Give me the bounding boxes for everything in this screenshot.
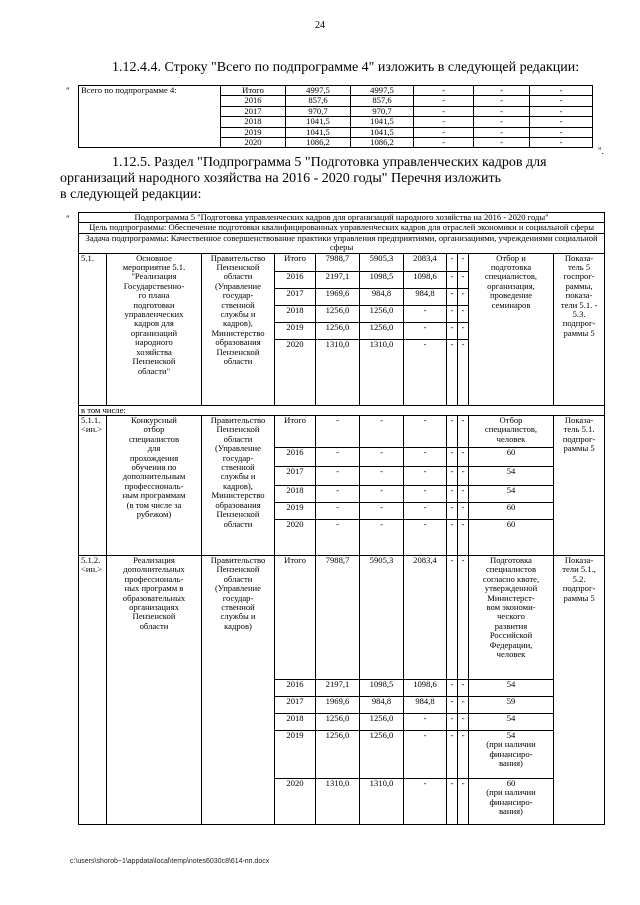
table-cell: 857,6: [286, 96, 351, 106]
amount-cell: -: [447, 520, 458, 556]
table-cell: -: [474, 86, 530, 96]
subprogram5-header: Подпрограмма 5 "Подготовка управленческих кадров для организаций народного хозяйства на 2016 - 2020 годы": [79, 213, 605, 223]
para2-line2: организаций народного хозяйства на 2016 - 2020 годы" Перечня изложить: [60, 171, 501, 186]
amount-cell: -: [360, 520, 404, 556]
amount-cell: 1256,0: [360, 731, 404, 779]
year-cell: 2019: [275, 322, 316, 339]
activity-name: Реализация дополнительных профессиональ- ных программ в образовательных организациях Пензенской области: [107, 556, 202, 825]
amount-cell: -: [447, 253, 458, 271]
activity-name: Основное мероприятие 5.1. "Реализация Государственно- го плана подготовки управленческих кадров для организаций народного хозяйства Пензенской области": [107, 253, 202, 405]
amount-cell: -: [447, 288, 458, 305]
amount-cell: -: [404, 503, 447, 520]
year-cell: 2018: [275, 714, 316, 731]
year-cell: 2017: [275, 467, 316, 486]
amount-cell: -: [404, 486, 447, 503]
year-cell: 2019: [275, 503, 316, 520]
subprogram5-goal: Цель подпрограммы: Обеспечение подготовки квалифицированных управленческих кадров для отраслей экономики и социальной сферы: [79, 223, 605, 233]
amount-cell: -: [404, 416, 447, 448]
amount-cell: -: [458, 680, 469, 697]
activity-number: 5.1.2. <ин.>: [79, 556, 107, 825]
subprogram4-label: Всего по подпрограмме 4:: [79, 86, 221, 148]
amount-cell: -: [447, 271, 458, 288]
amount-cell: -: [447, 680, 458, 697]
amount-cell: 1969,6: [316, 288, 360, 305]
year-cell: 2017: [275, 697, 316, 714]
amount-cell: 1310,0: [360, 339, 404, 405]
amount-cell: -: [404, 448, 447, 467]
amount-cell: -: [458, 520, 469, 556]
paragraph-1-12-4-4: 1.12.4.4. Строку "Всего по подпрограмме 4" изложить в следующей редакции:: [112, 60, 580, 75]
amount-cell: 1256,0: [360, 714, 404, 731]
activity-indicator: 60: [469, 503, 554, 520]
activity-target: Показа- тель 5.1. подпрог- раммы 5: [554, 416, 605, 556]
activity-indicator: 54: [469, 680, 554, 697]
table-cell: -: [474, 106, 530, 116]
table-cell: 1041,5: [351, 117, 414, 127]
quote-open-2: ": [66, 214, 70, 224]
amount-cell: 984,8: [360, 697, 404, 714]
amount-cell: 1098,6: [404, 271, 447, 288]
amount-cell: -: [447, 486, 458, 503]
amount-cell: 7988,7: [316, 556, 360, 680]
activity-indicator: 60: [469, 448, 554, 467]
amount-cell: -: [404, 305, 447, 322]
table-cell: -: [530, 86, 593, 96]
amount-cell: 984,8: [404, 288, 447, 305]
year-cell: 2016: [275, 448, 316, 467]
table-cell: 1041,5: [286, 127, 351, 137]
table-row: [79, 416, 605, 448]
amount-cell: -: [360, 486, 404, 503]
activity-executor: Правительство Пензенской области (Управление государ- ственной службы и кадров): [202, 556, 275, 825]
amount-cell: -: [404, 779, 447, 825]
year-cell: 2017: [275, 288, 316, 305]
amount-cell: -: [458, 271, 469, 288]
table-cell: -: [530, 96, 593, 106]
year-cell: 2019: [275, 731, 316, 779]
paragraph-1-12-5: [60, 155, 596, 203]
amount-cell: 1256,0: [316, 731, 360, 779]
year-cell: 2020: [275, 520, 316, 556]
amount-cell: -: [447, 714, 458, 731]
amount-cell: -: [447, 322, 458, 339]
amount-cell: 5905,3: [360, 556, 404, 680]
table-cell: -: [530, 117, 593, 127]
activity-indicator: 54 (при наличии финансиро- вания): [469, 731, 554, 779]
amount-cell: -: [458, 697, 469, 714]
amount-cell: -: [316, 503, 360, 520]
table-cell: 1041,5: [286, 117, 351, 127]
amount-cell: -: [458, 416, 469, 448]
year-cell: Итого: [275, 253, 316, 271]
amount-cell: -: [458, 779, 469, 825]
amount-cell: -: [447, 339, 458, 405]
table-cell: -: [474, 117, 530, 127]
table-cell: 4997,5: [286, 86, 351, 96]
activity-number: 5.1.: [79, 253, 107, 405]
activity-executor: Правительство Пензенской области (Управление государ- ственной службы и кадров), Министерство образования Пензенской области: [202, 253, 275, 405]
year-cell: 2016: [275, 680, 316, 697]
table-cell: 2017: [221, 106, 286, 116]
amount-cell: 1256,0: [316, 714, 360, 731]
amount-cell: -: [360, 448, 404, 467]
amount-cell: 1310,0: [316, 779, 360, 825]
activity-indicator: 60 (при наличии финансиро- вания): [469, 779, 554, 825]
activity-number: 5.1.1. <ин.>: [79, 416, 107, 556]
year-cell: Итого: [275, 556, 316, 680]
table-cell: 2018: [221, 117, 286, 127]
amount-cell: -: [458, 731, 469, 779]
year-cell: Итого: [275, 416, 316, 448]
amount-cell: 5905,3: [360, 253, 404, 271]
amount-cell: 1098,5: [360, 680, 404, 697]
amount-cell: 1310,0: [360, 779, 404, 825]
amount-cell: 1256,0: [316, 305, 360, 322]
activity-indicator: 54: [469, 714, 554, 731]
table-cell: -: [414, 96, 474, 106]
amount-cell: -: [404, 731, 447, 779]
table-cell: -: [474, 96, 530, 106]
table-cell: -: [414, 86, 474, 96]
amount-cell: -: [316, 448, 360, 467]
activity-indicator: 59: [469, 697, 554, 714]
year-cell: 2016: [275, 271, 316, 288]
activity-executor: Правительство Пензенской области (Управление государ- ственной службы и кадров), Министерство образования Пензенской области: [202, 416, 275, 556]
quote-open: ": [66, 86, 70, 96]
amount-cell: -: [404, 467, 447, 486]
year-cell: 2020: [275, 339, 316, 405]
para2-line1: 1.12.5. Раздел "Подпрограмма 5 "Подготовка управленческих кадров для: [112, 155, 547, 170]
subprogram5-table: [78, 212, 605, 825]
amount-cell: -: [458, 714, 469, 731]
amount-cell: -: [447, 731, 458, 779]
amount-cell: 7988,7: [316, 253, 360, 271]
amount-cell: 1256,0: [360, 305, 404, 322]
amount-cell: 984,8: [404, 697, 447, 714]
subprogram5-task: Задача подпрограммы: Качественное совершенствование практики управления предприятиями, организациями, учреждениями социальной сферы: [79, 233, 605, 253]
activity-name: Конкурсный отбор специалистов для прохождения обучения по дополнительным профессиональ- ным программам (в том числе за рубежом): [107, 416, 202, 556]
table-cell: -: [474, 138, 530, 148]
table-cell: 1041,5: [351, 127, 414, 137]
activity-indicator: 54: [469, 467, 554, 486]
amount-cell: -: [458, 467, 469, 486]
table-cell: 970,7: [286, 106, 351, 116]
activity-indicator: Отбор и подготовка специалистов, организация, проведение семинаров: [469, 253, 554, 405]
table-cell: 2016: [221, 96, 286, 106]
amount-cell: 1310,0: [316, 339, 360, 405]
amount-cell: -: [458, 322, 469, 339]
amount-cell: -: [458, 448, 469, 467]
amount-cell: -: [316, 416, 360, 448]
amount-cell: -: [316, 467, 360, 486]
amount-cell: 2083,4: [404, 556, 447, 680]
amount-cell: -: [458, 339, 469, 405]
table-cell: -: [474, 127, 530, 137]
year-cell: 2018: [275, 305, 316, 322]
amount-cell: -: [447, 779, 458, 825]
table-cell: Итого: [221, 86, 286, 96]
table-row: [79, 253, 605, 271]
table-cell: -: [414, 106, 474, 116]
footer-file-path: c:\users\shorob~1\appdata\local\temp\notes6030c8\614-пп.docx: [70, 858, 270, 865]
amount-cell: -: [404, 339, 447, 405]
table-cell: -: [414, 138, 474, 148]
table-cell: 2020: [221, 138, 286, 148]
table-row: [79, 556, 605, 680]
table-cell: 1086,2: [286, 138, 351, 148]
table-cell: -: [530, 127, 593, 137]
amount-cell: -: [458, 556, 469, 680]
amount-cell: 1969,6: [316, 697, 360, 714]
amount-cell: -: [447, 467, 458, 486]
amount-cell: -: [316, 486, 360, 503]
quote-close: ".: [598, 146, 604, 156]
amount-cell: -: [447, 448, 458, 467]
amount-cell: -: [316, 520, 360, 556]
amount-cell: 984,8: [360, 288, 404, 305]
amount-cell: -: [360, 503, 404, 520]
amount-cell: -: [360, 416, 404, 448]
amount-cell: 2083,4: [404, 253, 447, 271]
amount-cell: -: [360, 467, 404, 486]
amount-cell: 1256,0: [360, 322, 404, 339]
table-cell: -: [530, 106, 593, 116]
amount-cell: -: [404, 714, 447, 731]
activity-target: Показа- тели 5.1., 5.2. подпрог- раммы 5: [554, 556, 605, 825]
activity-indicator: Подготовка специалистов согласно квоте, утвержденной Министерст- вом экономи- ческого развития Российской Федерации, человек: [469, 556, 554, 680]
year-cell: 2020: [275, 779, 316, 825]
amount-cell: -: [458, 305, 469, 322]
table-cell: 1086,2: [351, 138, 414, 148]
table-cell: -: [530, 138, 593, 148]
amount-cell: -: [447, 503, 458, 520]
para2-line3: в следующей редакции:: [60, 187, 202, 202]
activity-indicator: 54: [469, 486, 554, 503]
table-cell: 857,6: [351, 96, 414, 106]
in-that-label: в том числе:: [79, 405, 605, 415]
amount-cell: -: [458, 503, 469, 520]
table-cell: 2019: [221, 127, 286, 137]
activity-indicator: Отбор специалистов, человек: [469, 416, 554, 448]
page-number: 24: [315, 20, 325, 31]
table-cell: 970,7: [351, 106, 414, 116]
subprogram4-total-table: [78, 85, 593, 148]
table-cell: 4997,5: [351, 86, 414, 96]
activity-indicator: 60: [469, 520, 554, 556]
amount-cell: 1098,6: [404, 680, 447, 697]
amount-cell: -: [458, 288, 469, 305]
year-cell: 2018: [275, 486, 316, 503]
amount-cell: 2197,1: [316, 680, 360, 697]
amount-cell: 1098,5: [360, 271, 404, 288]
table-cell: -: [414, 117, 474, 127]
amount-cell: -: [458, 253, 469, 271]
amount-cell: -: [458, 486, 469, 503]
amount-cell: -: [447, 416, 458, 448]
amount-cell: 1256,0: [316, 322, 360, 339]
amount-cell: -: [447, 305, 458, 322]
table-cell: -: [414, 127, 474, 137]
activity-target: Показа- тель 5 госпрог- раммы, показа- тели 5.1. - 5.3. подпрог- раммы 5: [554, 253, 605, 405]
amount-cell: -: [447, 556, 458, 680]
amount-cell: -: [404, 520, 447, 556]
amount-cell: 2197,1: [316, 271, 360, 288]
table-row: [79, 86, 593, 96]
amount-cell: -: [404, 322, 447, 339]
amount-cell: -: [447, 697, 458, 714]
